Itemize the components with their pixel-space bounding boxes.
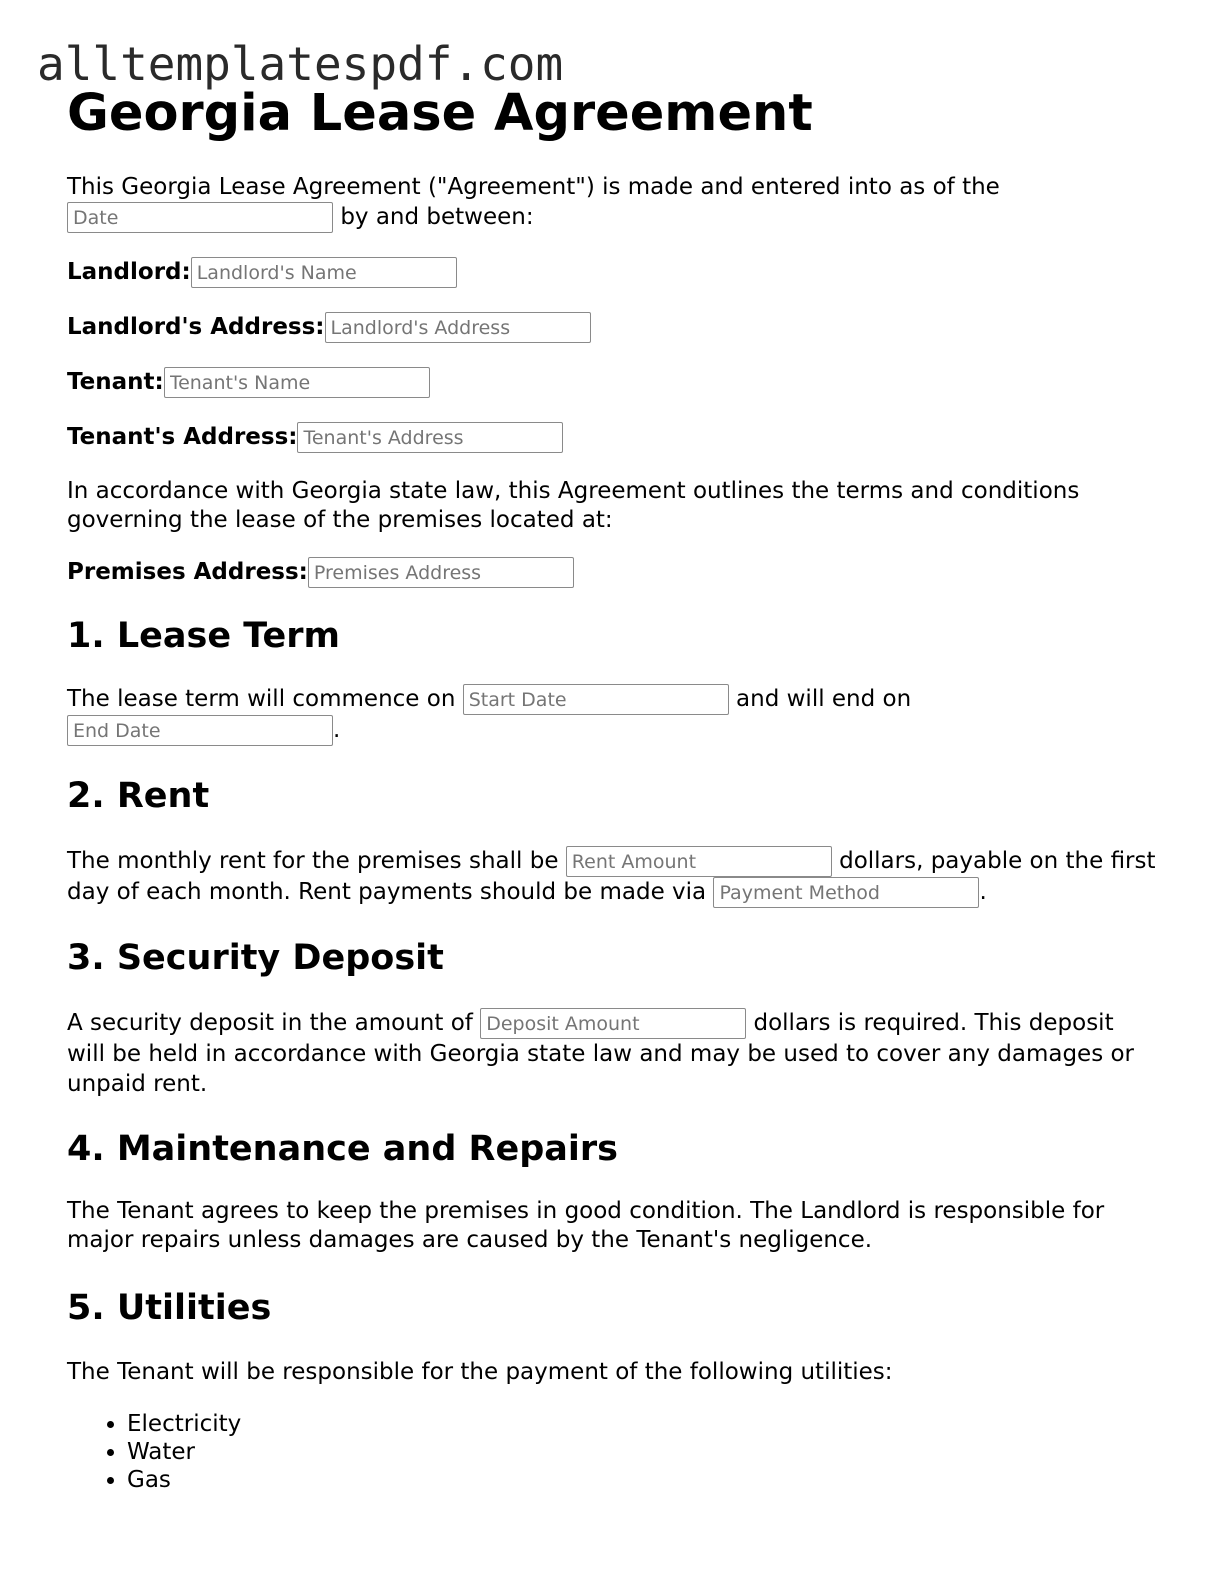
lease-document	[67, 84, 1157, 1494]
landlord-label: Landlord:	[67, 259, 191, 285]
payment-method-input[interactable]	[713, 877, 979, 908]
lease-term-paragraph	[67, 684, 1157, 746]
section-heading-lease-term: 1. Lease Term	[67, 616, 340, 656]
landlord-address-row	[67, 312, 1157, 343]
landlord-row	[67, 257, 1157, 288]
rent-text-end: .	[979, 879, 987, 905]
section-heading-utilities: 5. Utilities	[67, 1288, 272, 1328]
tenant-label: Tenant:	[67, 369, 164, 395]
tenant-name-input[interactable]	[164, 367, 430, 398]
end-date-input[interactable]	[67, 715, 333, 746]
intro-text-after: by and between:	[340, 204, 534, 230]
premises-address-input[interactable]	[308, 557, 574, 588]
premises-intro-paragraph: In accordance with Georgia state law, this Agreement outlines the terms and conditions governing the lease of the premises located at:	[67, 478, 1080, 533]
utilities-list	[67, 1410, 1157, 1494]
landlord-address-label: Landlord's Address:	[67, 314, 325, 340]
premises-row	[67, 557, 1157, 588]
watermark: alltemplatespdf.com	[37, 37, 564, 91]
section-heading-maintenance: 4. Maintenance and Repairs	[67, 1129, 619, 1169]
premises-address-label: Premises Address:	[67, 559, 308, 585]
lease-term-text-before: The lease term will commence on	[67, 686, 456, 712]
section-heading-rent: 2. Rent	[67, 776, 210, 816]
list-item: • Electricity	[127, 1410, 1157, 1438]
deposit-text-after: dollars is required. This deposit will be held in accordance with Georgia state law and may be used to cover any damages or unpaid rent.	[67, 1010, 1135, 1097]
section-heading-security-deposit: 3. Security Deposit	[67, 938, 444, 978]
tenant-address-label: Tenant's Address:	[67, 424, 298, 450]
list-item: • Gas	[127, 1466, 1157, 1494]
landlord-name-input[interactable]	[191, 257, 457, 288]
list-item: • Water	[127, 1438, 1157, 1466]
document-title: Georgia Lease Agreement	[67, 84, 813, 143]
rent-text-before: The monthly rent for the premises shall be	[67, 848, 559, 874]
deposit-text-before: A security deposit in the amount of	[67, 1010, 473, 1036]
tenant-row	[67, 367, 1157, 398]
utilities-paragraph: The Tenant will be responsible for the payment of the following utilities:	[67, 1359, 893, 1385]
lease-term-text-end: .	[333, 717, 341, 743]
start-date-input[interactable]	[463, 684, 729, 715]
intro-text-before: This Georgia Lease Agreement ("Agreement") is made and entered into as of the	[67, 174, 1000, 200]
rent-text-middle: dollars, payable on the first day of each month. Rent payments should be made via	[67, 848, 1156, 905]
rent-amount-input[interactable]	[566, 846, 832, 877]
landlord-address-input[interactable]	[325, 312, 591, 343]
tenant-address-input[interactable]	[297, 422, 563, 453]
tenant-address-row	[67, 422, 1157, 453]
maintenance-paragraph: The Tenant agrees to keep the premises in good condition. The Landlord is responsible for major repairs unless damages are caused by the Tenant's negligence.	[67, 1198, 1105, 1253]
lease-term-text-middle: and will end on	[736, 686, 912, 712]
rent-paragraph	[67, 846, 1157, 908]
deposit-amount-input[interactable]	[480, 1008, 746, 1039]
intro-paragraph	[67, 173, 1157, 233]
agreement-date-input[interactable]	[67, 202, 333, 233]
security-deposit-paragraph	[67, 1008, 1157, 1099]
